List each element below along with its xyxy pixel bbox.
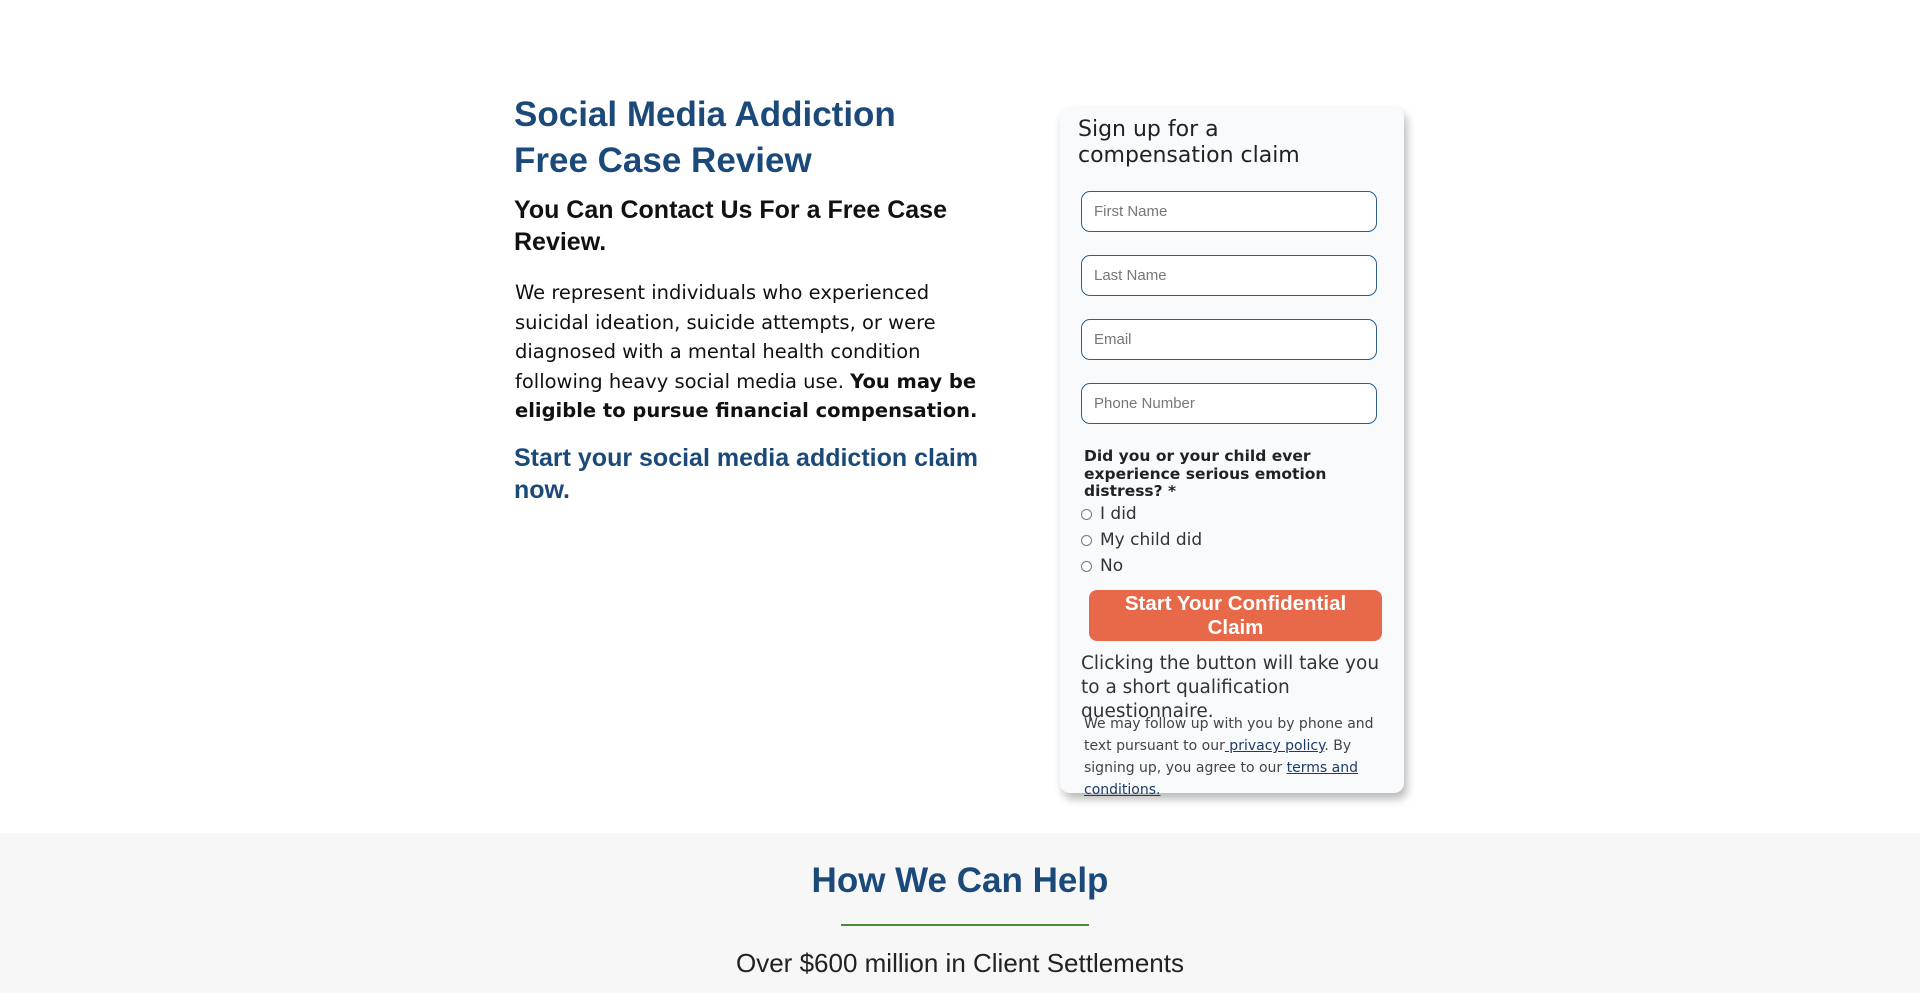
page-title bbox=[514, 92, 1004, 184]
intro-paragraph bbox=[515, 278, 1004, 426]
option-label: No bbox=[1100, 556, 1124, 576]
option-i-did[interactable] bbox=[1081, 502, 1137, 526]
start-claim-button[interactable]: Start Your Confidential Claim bbox=[1089, 590, 1382, 641]
option-no[interactable] bbox=[1081, 554, 1123, 578]
option-my-child-did[interactable] bbox=[1081, 528, 1202, 552]
claim-form bbox=[1060, 107, 1404, 798]
option-label: My child did bbox=[1100, 530, 1203, 550]
title-line-1: Social Media Addiction bbox=[514, 95, 896, 134]
distress-question: Did you or your child ever experience serious emotion distress? * bbox=[1084, 447, 1327, 500]
how-we-help-section bbox=[0, 833, 1920, 993]
intro-body-bold: You may be eligible to pursue financial compensation. bbox=[515, 369, 978, 422]
form-title: Sign up for a compensation claim bbox=[1078, 117, 1300, 168]
first-name-input[interactable] bbox=[1081, 191, 1377, 232]
questionnaire-note: Clicking the button will take you to a short qualification questionnaire. bbox=[1081, 653, 1380, 722]
fine-print-text-1: We may follow up with you by phone and text pursuant to our bbox=[1084, 716, 1374, 754]
fine-print-text-2: . By signing up, you agree to our bbox=[1084, 738, 1352, 776]
email-input[interactable] bbox=[1081, 319, 1377, 360]
option-label: I did bbox=[1100, 504, 1137, 524]
intro-body-text: We represent individuals who experienced suicidal ideation, suicide attempts, or were diagnosed with a mental health condition following heavy social media use. bbox=[515, 281, 936, 393]
intro-column bbox=[514, 92, 1004, 506]
radio-button[interactable] bbox=[1081, 535, 1092, 546]
intro-subtitle: You Can Contact Us For a Free Case Review. bbox=[514, 196, 947, 256]
title-line-2: Free Case Review bbox=[514, 141, 812, 180]
last-name-input[interactable] bbox=[1081, 255, 1377, 296]
section-divider bbox=[841, 924, 1089, 926]
privacy-policy-link[interactable]: privacy policy bbox=[1224, 738, 1325, 754]
phone-input[interactable] bbox=[1081, 383, 1377, 424]
radio-button[interactable] bbox=[1081, 509, 1092, 520]
intro-cta: Start your social media addiction claim now. bbox=[514, 443, 979, 504]
help-subtitle: Over $600 million in Client Settlements bbox=[736, 948, 1184, 978]
radio-button[interactable] bbox=[1081, 561, 1092, 572]
consent-fine-print bbox=[1084, 713, 1386, 801]
terms-link[interactable]: terms and conditions. bbox=[1084, 760, 1358, 798]
help-title: How We Can Help bbox=[811, 861, 1109, 900]
